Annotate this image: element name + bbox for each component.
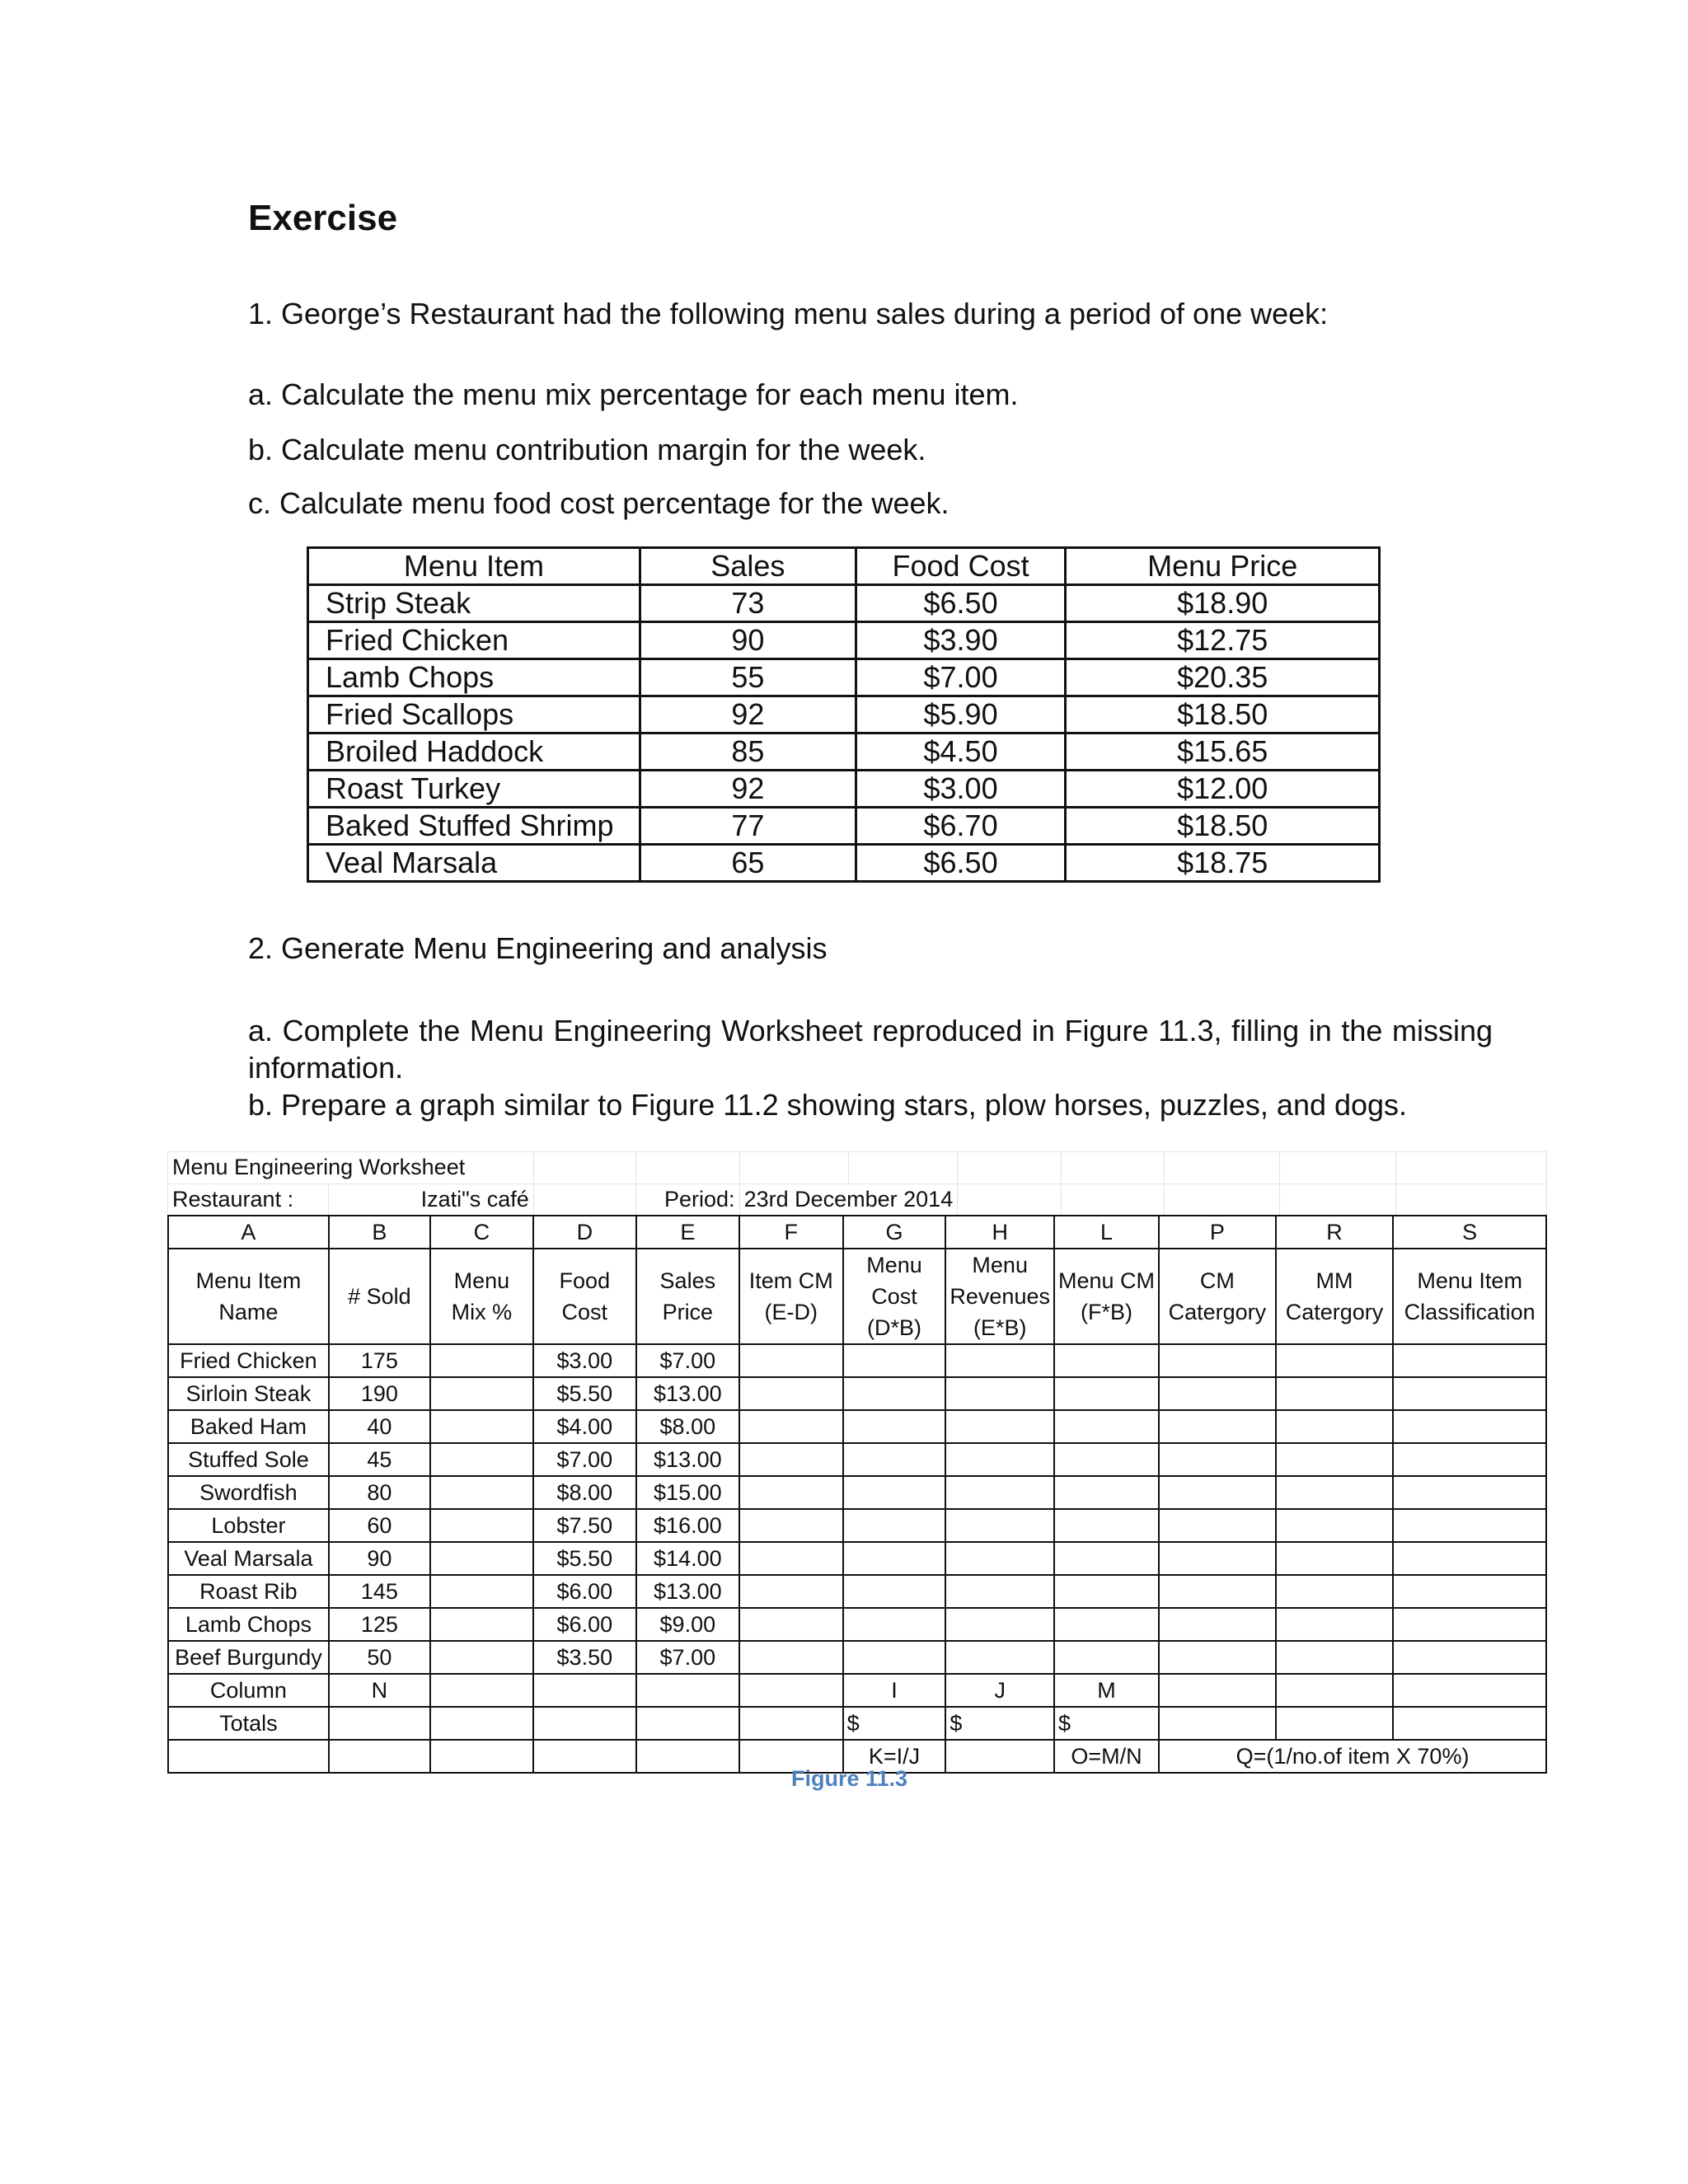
period-value: 23rd December 2014 xyxy=(739,1183,958,1216)
sales-cell: 55 xyxy=(640,659,856,696)
menu-price-cell: $18.90 xyxy=(1066,585,1380,622)
table-row xyxy=(308,845,1380,882)
column-header: Menu CM (F*B) xyxy=(1054,1249,1159,1344)
menu-item-cell: Strip Steak xyxy=(308,585,640,622)
question-2a: a. Complete the Menu Engineering Worksheet reproduced in Figure 11.3, filling in the missing information. xyxy=(248,1014,1493,1085)
item-name-cell: Lobster xyxy=(168,1509,329,1542)
food-cost-cell: $4.50 xyxy=(856,733,1066,771)
food-cost-cell: $5.90 xyxy=(856,696,1066,733)
sales-price-cell: $9.00 xyxy=(636,1608,739,1641)
table-row xyxy=(168,1377,1546,1410)
sales-cell: 73 xyxy=(640,585,856,622)
menu-price-cell: $15.65 xyxy=(1066,733,1380,771)
sales-price-cell: $13.00 xyxy=(636,1377,739,1410)
column-code-m: M xyxy=(1054,1674,1159,1707)
food-cost-cell: $4.00 xyxy=(533,1410,636,1443)
column-header: Sales xyxy=(640,548,856,585)
formula-k: K=I/J xyxy=(843,1740,946,1773)
empty-cell[interactable] xyxy=(430,1608,533,1641)
formula-o: O=M/N xyxy=(1054,1740,1159,1773)
item-name-cell: Baked Ham xyxy=(168,1410,329,1443)
menu-engineering-worksheet xyxy=(167,1215,1547,1774)
menu-item-cell: Broiled Haddock xyxy=(308,733,640,771)
column-letter-row xyxy=(168,1216,1546,1249)
food-cost-cell: $6.00 xyxy=(533,1575,636,1608)
worksheet-title: Menu Engineering Worksheet xyxy=(168,1152,534,1184)
column-letter: F xyxy=(739,1216,843,1249)
item-name-cell: Roast Rib xyxy=(168,1575,329,1608)
column-header: Menu Item xyxy=(308,548,640,585)
empty-cell[interactable] xyxy=(430,1641,533,1674)
empty-cell[interactable] xyxy=(430,1410,533,1443)
column-letter: G xyxy=(843,1216,946,1249)
food-cost-cell: $8.00 xyxy=(533,1476,636,1509)
item-name-cell: Veal Marsala xyxy=(168,1542,329,1575)
table-row xyxy=(308,808,1380,845)
sales-cell: 77 xyxy=(640,808,856,845)
worksheet-header xyxy=(167,1151,1547,1216)
food-cost-cell: $6.50 xyxy=(856,585,1066,622)
menu-price-cell: $18.50 xyxy=(1066,696,1380,733)
table-row xyxy=(308,733,1380,771)
menu-item-cell: Fried Chicken xyxy=(308,622,640,659)
table-row xyxy=(168,1509,1546,1542)
restaurant-name: Izati"s café xyxy=(328,1183,533,1216)
column-code-n: N xyxy=(329,1674,430,1707)
sold-cell: 90 xyxy=(329,1542,430,1575)
column-header: Sales Price xyxy=(636,1249,739,1344)
item-name-cell: Beef Burgundy xyxy=(168,1641,329,1674)
total-menu-revenues[interactable]: $ xyxy=(945,1707,1054,1740)
column-header: CM Catergory xyxy=(1159,1249,1276,1344)
column-header: Menu Item Name xyxy=(168,1249,329,1344)
column-header: Food Cost xyxy=(856,548,1066,585)
food-cost-cell: $5.50 xyxy=(533,1542,636,1575)
column-letter: H xyxy=(945,1216,1054,1249)
item-name-cell: Sirloin Steak xyxy=(168,1377,329,1410)
sold-cell: 60 xyxy=(329,1509,430,1542)
column-code-i: I xyxy=(843,1674,946,1707)
column-letter: R xyxy=(1276,1216,1394,1249)
food-cost-cell: $7.00 xyxy=(856,659,1066,696)
total-menu-cm[interactable]: $ xyxy=(1054,1707,1159,1740)
sold-cell: 175 xyxy=(329,1344,430,1377)
totals-row xyxy=(168,1707,1546,1740)
column-header: Menu Mix % xyxy=(430,1249,533,1344)
sold-cell: 45 xyxy=(329,1443,430,1476)
sold-cell: 190 xyxy=(329,1377,430,1410)
column-letter: L xyxy=(1054,1216,1159,1249)
food-cost-cell: $7.50 xyxy=(533,1509,636,1542)
food-cost-cell: $3.50 xyxy=(533,1641,636,1674)
sales-price-cell: $7.00 xyxy=(636,1344,739,1377)
table-row xyxy=(168,1344,1546,1377)
menu-item-cell: Baked Stuffed Shrimp xyxy=(308,808,640,845)
sold-cell: 80 xyxy=(329,1476,430,1509)
food-cost-cell: $6.00 xyxy=(533,1608,636,1641)
column-letter: A xyxy=(168,1216,329,1249)
column-header: MM Catergory xyxy=(1276,1249,1394,1344)
menu-price-cell: $12.75 xyxy=(1066,622,1380,659)
question-1a: a. Calculate the menu mix percentage for each menu item. xyxy=(248,377,1019,411)
formula-q: Q=(1/no.of item X 70%) xyxy=(1159,1740,1546,1773)
question-1-intro: 1. George’s Restaurant had the following menu sales during a period of one week: xyxy=(248,297,1329,330)
sold-cell: 125 xyxy=(329,1608,430,1641)
sales-price-cell: $14.00 xyxy=(636,1542,739,1575)
table-row xyxy=(308,585,1380,622)
menu-item-cell: Veal Marsala xyxy=(308,845,640,882)
question-1c: c. Calculate menu food cost percentage for the week. xyxy=(248,486,950,520)
sales-price-cell: $16.00 xyxy=(636,1509,739,1542)
column-code-row xyxy=(168,1674,1546,1707)
period-label: Period: xyxy=(636,1183,740,1216)
column-code-j: J xyxy=(945,1674,1054,1707)
empty-cell[interactable] xyxy=(430,1575,533,1608)
food-cost-cell: $3.00 xyxy=(856,771,1066,808)
sales-cell: 85 xyxy=(640,733,856,771)
menu-item-cell: Fried Scallops xyxy=(308,696,640,733)
column-letter: C xyxy=(430,1216,533,1249)
sales-cell: 90 xyxy=(640,622,856,659)
empty-cell[interactable] xyxy=(430,1377,533,1410)
table-row xyxy=(308,771,1380,808)
empty-cell[interactable] xyxy=(430,1509,533,1542)
table-row xyxy=(168,1542,1546,1575)
sales-price-cell: $15.00 xyxy=(636,1476,739,1509)
sold-cell: 40 xyxy=(329,1410,430,1443)
empty-cell[interactable] xyxy=(430,1443,533,1476)
column-header: Food Cost xyxy=(533,1249,636,1344)
table-row xyxy=(308,659,1380,696)
empty-cell[interactable] xyxy=(430,1344,533,1377)
column-header: Menu Price xyxy=(1066,548,1380,585)
restaurant-label: Restaurant : xyxy=(168,1183,329,1216)
table-row xyxy=(168,1641,1546,1674)
sales-cell: 92 xyxy=(640,696,856,733)
sold-cell: 50 xyxy=(329,1641,430,1674)
table-row xyxy=(308,622,1380,659)
food-cost-cell: $3.00 xyxy=(533,1344,636,1377)
food-cost-cell: $3.90 xyxy=(856,622,1066,659)
table-row xyxy=(308,696,1380,733)
question-2b: b. Prepare a graph similar to Figure 11.2 showing stars, plow horses, puzzles, and dogs. xyxy=(248,1088,1408,1122)
table-row xyxy=(168,1476,1546,1509)
item-name-cell: Fried Chicken xyxy=(168,1344,329,1377)
column-letter: E xyxy=(636,1216,739,1249)
sold-cell: 145 xyxy=(329,1575,430,1608)
menu-sales-table xyxy=(307,546,1381,883)
column-header: Menu Item Classification xyxy=(1393,1249,1546,1344)
question-1b: b. Calculate menu contribution margin for the week. xyxy=(248,433,926,466)
table-row xyxy=(168,1575,1546,1608)
table-row xyxy=(168,1410,1546,1443)
sales-price-cell: $8.00 xyxy=(636,1410,739,1443)
page-title: Exercise xyxy=(248,198,398,238)
column-header: Item CM (E-D) xyxy=(739,1249,843,1344)
totals-label: Totals xyxy=(168,1707,329,1740)
column-letter: B xyxy=(329,1216,430,1249)
item-name-cell: Swordfish xyxy=(168,1476,329,1509)
sales-price-cell: $13.00 xyxy=(636,1575,739,1608)
food-cost-cell: $6.50 xyxy=(856,845,1066,882)
menu-price-cell: $12.00 xyxy=(1066,771,1380,808)
total-menu-cost[interactable]: $ xyxy=(843,1707,946,1740)
column-letter: S xyxy=(1393,1216,1546,1249)
menu-price-cell: $18.50 xyxy=(1066,808,1380,845)
item-name-cell: Stuffed Sole xyxy=(168,1443,329,1476)
sales-cell: 92 xyxy=(640,771,856,808)
food-cost-cell: $5.50 xyxy=(533,1377,636,1410)
table-row xyxy=(168,1608,1546,1641)
column-letter: P xyxy=(1159,1216,1276,1249)
column-label: Column xyxy=(168,1674,329,1707)
menu-item-cell: Roast Turkey xyxy=(308,771,640,808)
empty-cell[interactable] xyxy=(430,1476,533,1509)
food-cost-cell: $7.00 xyxy=(533,1443,636,1476)
food-cost-cell: $6.70 xyxy=(856,808,1066,845)
sales-price-cell: $7.00 xyxy=(636,1641,739,1674)
question-2-intro: 2. Generate Menu Engineering and analysis xyxy=(248,931,828,965)
column-header: # Sold xyxy=(329,1249,430,1344)
column-letter: D xyxy=(533,1216,636,1249)
sales-price-cell: $13.00 xyxy=(636,1443,739,1476)
column-header-row xyxy=(168,1249,1546,1344)
column-header: Menu Cost (D*B) xyxy=(843,1249,946,1344)
empty-cell[interactable] xyxy=(430,1542,533,1575)
sales-cell: 65 xyxy=(640,845,856,882)
column-header: Menu Revenues (E*B) xyxy=(945,1249,1054,1344)
menu-price-cell: $20.35 xyxy=(1066,659,1380,696)
table-row xyxy=(168,1443,1546,1476)
figure-caption: Figure 11.3 xyxy=(791,1766,908,1791)
menu-item-cell: Lamb Chops xyxy=(308,659,640,696)
menu-price-cell: $18.75 xyxy=(1066,845,1380,882)
item-name-cell: Lamb Chops xyxy=(168,1608,329,1641)
